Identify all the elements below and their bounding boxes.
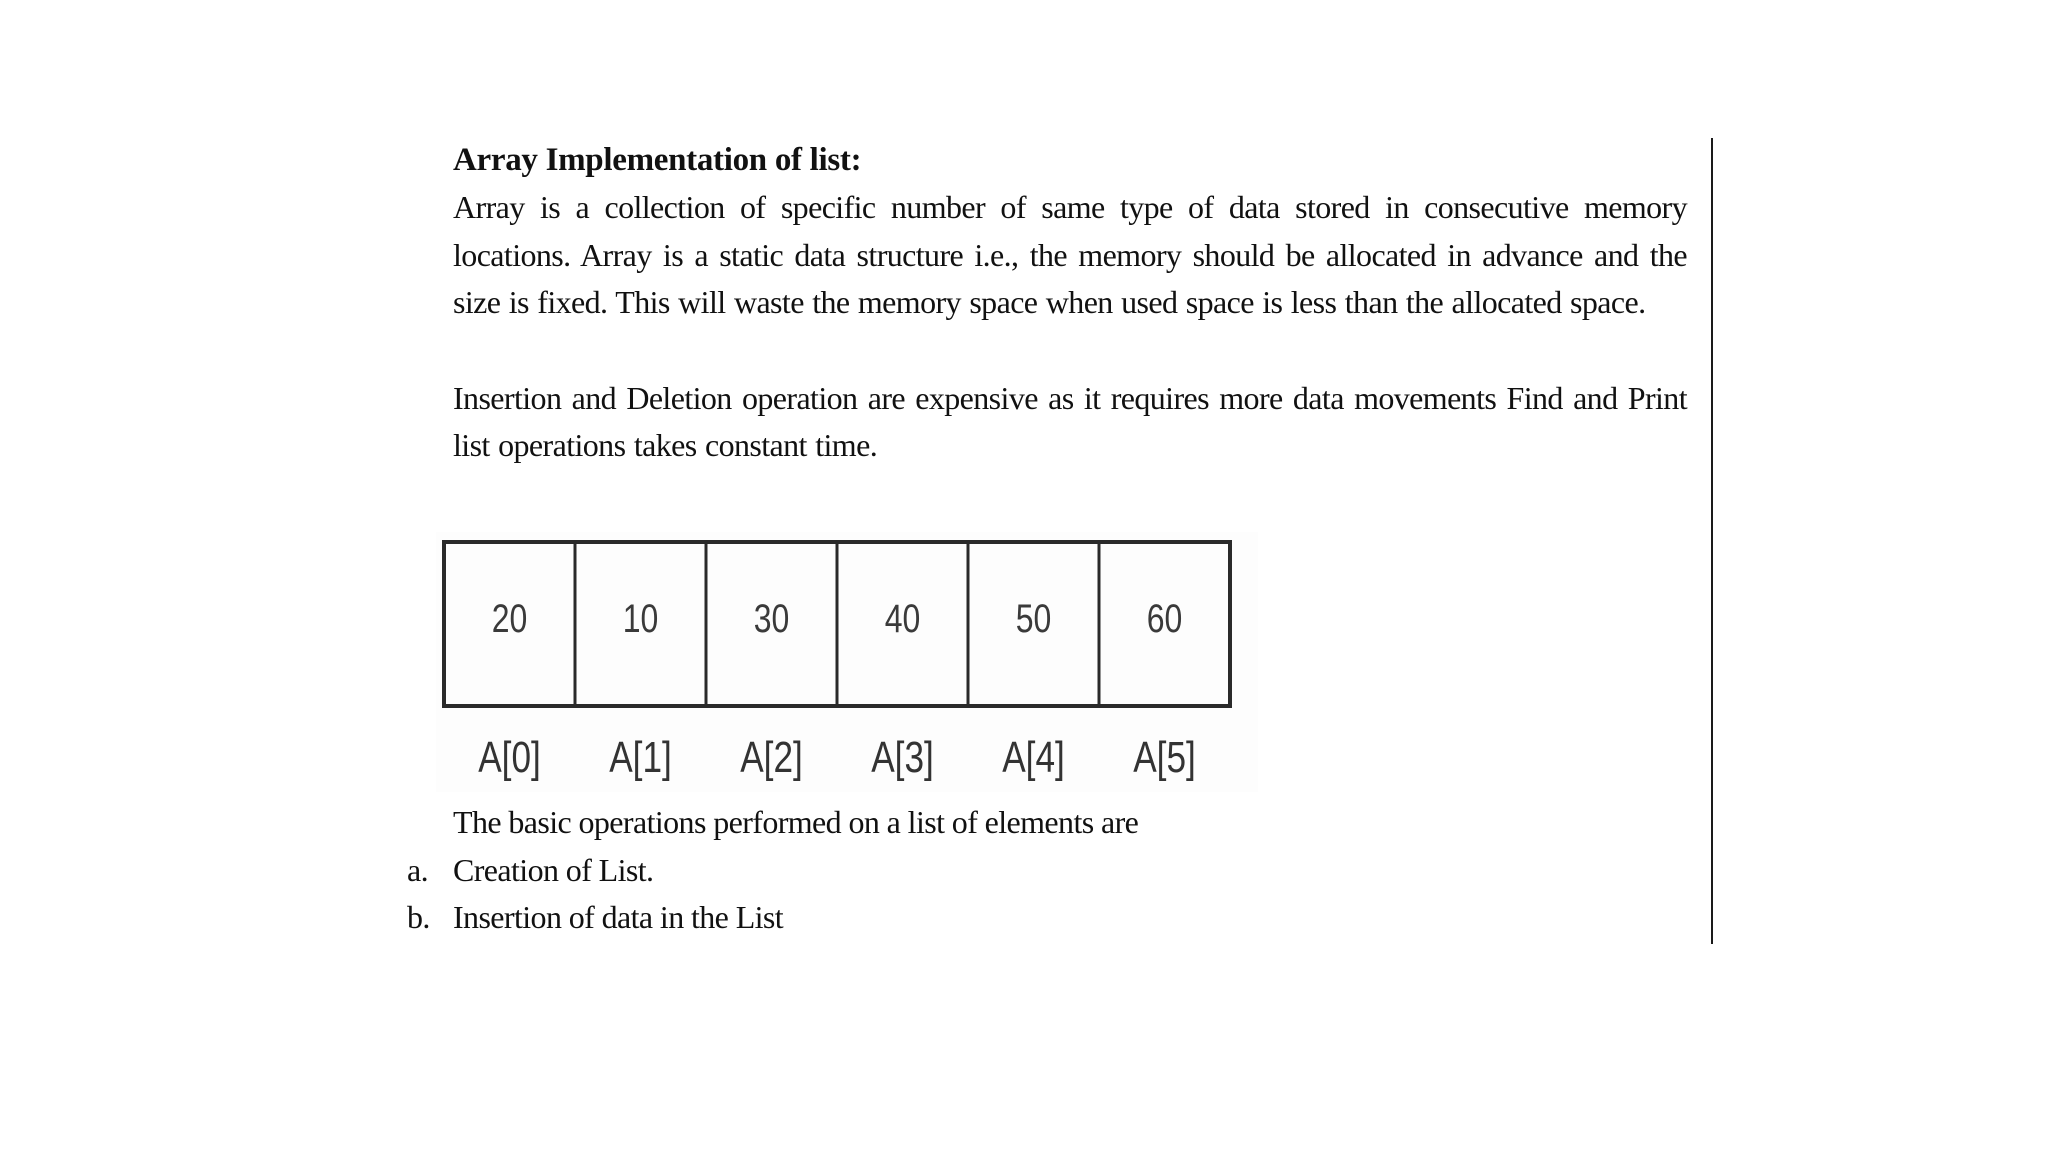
array-index-label: A[3] (871, 733, 934, 782)
array-index-label: A[1] (609, 733, 672, 782)
list-item (407, 894, 1687, 942)
array-cell-value: 50 (1015, 595, 1052, 641)
list-item (407, 847, 1687, 895)
array-index-label: A[5] (1133, 733, 1196, 782)
array-cell-value: 30 (753, 595, 790, 641)
section-heading: Array Implementation of list: (453, 142, 862, 178)
array-diagram (436, 532, 1258, 792)
page-right-border (1711, 138, 1713, 944)
array-diagram-svg (436, 532, 1258, 792)
array-index-label: A[2] (740, 733, 803, 782)
operations-intro: The basic operations performed on a list of elements are (453, 804, 1139, 840)
array-cell-value: 20 (491, 595, 528, 641)
list-marker: a. (407, 851, 429, 888)
operations-section (407, 799, 1687, 942)
list-item-text: Insertion of data in the List (453, 899, 784, 935)
paragraph-array-definition: Array is a collection of specific number of same type of data stored in consecutive memory locations. Array is a static data structure i.e., the memory should be allocated in advance and the size is fixed. This will waste the memory space when used space is less than the allocated space. (453, 189, 1687, 320)
array-index-label: A[4] (1002, 733, 1065, 782)
list-marker: b. (407, 899, 430, 935)
array-index-label: A[0] (478, 733, 541, 782)
array-cell-value: 60 (1146, 595, 1183, 641)
paragraph-operations-cost: Insertion and Deletion operation are expensive as it requires more data movements Find and Print list operations takes constant time. (453, 379, 1687, 463)
text-section (453, 136, 1687, 470)
list-item-text: Creation of List. (453, 851, 654, 888)
array-cell-value: 40 (884, 595, 921, 641)
array-cell-value: 10 (622, 595, 659, 641)
operations-list (407, 847, 1687, 942)
